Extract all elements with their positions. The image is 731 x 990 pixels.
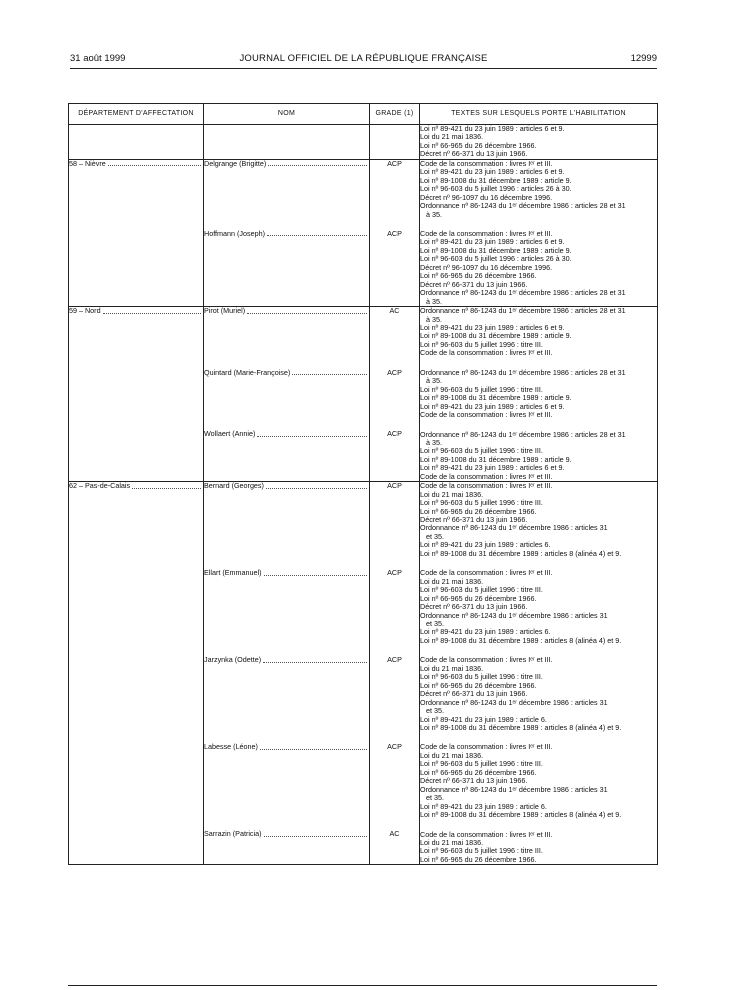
person-name: Ellart (Emmanuel) bbox=[204, 569, 262, 578]
text-reference: Loi nº 66-965 du 26 décembre 1966. bbox=[420, 141, 537, 150]
text-reference: Loi nº 89-1008 du 31 décembre 1989 : article 9. bbox=[420, 176, 572, 185]
person-grade-block: ACP bbox=[387, 429, 402, 439]
person-name-block bbox=[204, 569, 369, 645]
table-header-row bbox=[69, 104, 658, 125]
text-reference: Ordonnance nº 86-1243 du 1ᵉʳ décembre 1986 : articles 31 bbox=[420, 611, 608, 620]
row-spacer bbox=[204, 358, 369, 369]
text-reference: Ordonnance nº 86-1243 du 1ᵉʳ décembre 1986 : articles 28 et 31 bbox=[420, 368, 626, 377]
person-name-leader bbox=[204, 307, 369, 315]
text-reference: Loi nº 89-1008 du 31 décembre 1989 : article 9. bbox=[420, 246, 572, 255]
person-name-block bbox=[204, 430, 369, 481]
texts-cell bbox=[420, 482, 658, 865]
department-cell bbox=[69, 482, 204, 865]
text-reference: Loi nº 89-421 du 23 juin 1989 : articles 6 et 9. bbox=[420, 238, 565, 247]
text-reference: à 35. bbox=[426, 210, 442, 219]
dotted-leader bbox=[247, 307, 367, 313]
text-reference: Loi nº 96-603 du 5 juillet 1996 : titre III. bbox=[420, 760, 543, 769]
texts-cell bbox=[420, 159, 658, 306]
dotted-leader bbox=[257, 430, 367, 436]
person-name: Quintard (Marie-Françoise) bbox=[204, 368, 291, 377]
person-name-block bbox=[204, 307, 369, 358]
table-row bbox=[69, 307, 658, 482]
department-name-leader bbox=[69, 482, 203, 490]
text-reference: Loi nº 89-1008 du 31 décembre 1989 : articles 8 (alinéa 4) et 9. bbox=[420, 724, 622, 732]
page-number: 12999 bbox=[630, 53, 657, 64]
person-name-block bbox=[204, 830, 369, 864]
person-name: Labesse (Léone) bbox=[204, 743, 258, 752]
department-name-leader bbox=[69, 307, 203, 315]
row-spacer bbox=[420, 420, 657, 431]
text-reference: Loi du 21 mai 1836. bbox=[420, 751, 484, 760]
row-spacer bbox=[204, 645, 369, 656]
person-name-leader bbox=[204, 656, 369, 664]
row-spacer bbox=[420, 820, 657, 831]
text-reference: Loi nº 89-421 du 23 juin 1989 : articles 6. bbox=[420, 628, 551, 637]
text-reference: Code de la consommation : livres Iᵉʳ et III. bbox=[420, 472, 553, 481]
person-name-leader bbox=[204, 743, 369, 751]
text-reference: Loi nº 89-421 du 23 juin 1989 : article 6. bbox=[420, 715, 547, 724]
grade-cell bbox=[370, 125, 420, 160]
person-grade-block: ACP bbox=[387, 742, 402, 752]
row-spacer bbox=[204, 419, 369, 430]
column-header-department: DÉPARTEMENT D'AFFECTATION bbox=[69, 104, 204, 125]
person-name: Sarrazin (Patricia) bbox=[204, 830, 262, 839]
text-reference: Code de la consommation : livres Iᵉʳ et III. bbox=[420, 656, 553, 665]
person-name: Pirot (Muriel) bbox=[204, 307, 246, 316]
person-texts-block bbox=[420, 569, 657, 645]
person-name-leader bbox=[204, 369, 369, 377]
row-spacer bbox=[420, 558, 657, 569]
text-reference: Loi nº 89-1008 du 31 décembre 1989 : article 9. bbox=[420, 455, 572, 464]
department-cell bbox=[69, 125, 204, 160]
grade-cell bbox=[370, 482, 420, 865]
text-reference: Décret nº 66-371 du 13 juin 1966. bbox=[420, 603, 528, 612]
text-reference: et 35. bbox=[426, 532, 444, 541]
name-cell bbox=[204, 159, 370, 306]
person-grade-block: ACP bbox=[387, 158, 402, 168]
text-reference: Décret nº 96-1097 du 16 décembre 1996. bbox=[420, 263, 553, 272]
person-name-leader bbox=[204, 230, 369, 238]
text-reference: à 35. bbox=[426, 438, 442, 447]
text-reference: Décret nº 66-371 du 13 juin 1966. bbox=[420, 280, 528, 289]
text-reference: et 35. bbox=[426, 620, 444, 629]
row-spacer bbox=[204, 558, 369, 569]
text-reference: Loi nº 66-965 du 26 décembre 1966. bbox=[420, 681, 537, 690]
department-cell bbox=[69, 307, 204, 482]
text-reference: Loi nº 96-603 du 5 juillet 1996 : articles 26 à 30. bbox=[420, 185, 572, 194]
text-reference: Loi du 21 mai 1836. bbox=[420, 838, 484, 847]
text-reference: Loi nº 96-603 du 5 juillet 1996 : titre III. bbox=[420, 673, 543, 682]
person-texts-block bbox=[420, 743, 657, 819]
grade-cell bbox=[370, 307, 420, 482]
dotted-leader bbox=[267, 230, 367, 236]
text-reference: Code de la consommation : livres Iᵉʳ et III. bbox=[420, 482, 553, 491]
text-reference: Loi nº 89-1008 du 31 décembre 1989 : articles 8 (alinéa 4) et 9. bbox=[420, 549, 622, 558]
dotted-leader bbox=[264, 830, 367, 836]
text-reference: Ordonnance nº 86-1243 du 1ᵉʳ décembre 1986 : articles 28 et 31 bbox=[420, 307, 626, 316]
person-grade-block: AC bbox=[389, 829, 400, 839]
text-reference: Loi nº 96-603 du 5 juillet 1996 : titre III. bbox=[420, 499, 543, 508]
text-reference: Ordonnance nº 86-1243 du 1ᵉʳ décembre 1986 : articles 31 bbox=[420, 785, 608, 794]
person-texts-block bbox=[420, 369, 657, 420]
text-reference: Loi nº 89-1008 du 31 décembre 1989 : articles 8 (alinéa 4) et 9. bbox=[420, 811, 622, 820]
text-reference: Loi du 21 mai 1836. bbox=[420, 133, 484, 142]
column-header-name: NOM bbox=[204, 104, 370, 125]
text-reference: Code de la consommation : livres Iᵉʳ et III. bbox=[420, 229, 553, 238]
dotted-leader bbox=[260, 743, 367, 749]
text-reference: Loi nº 89-421 du 23 juin 1989 : articles 6 et 9. bbox=[420, 323, 565, 332]
column-header-grade: GRADE (1) bbox=[370, 104, 420, 125]
text-reference: Loi nº 96-603 du 5 juillet 1996 : titre III. bbox=[420, 586, 543, 595]
dotted-leader bbox=[266, 482, 367, 488]
text-reference: à 35. bbox=[426, 297, 442, 306]
text-reference: Loi nº 96-603 du 5 juillet 1996 : titre III. bbox=[420, 340, 543, 349]
table-row bbox=[69, 482, 658, 865]
header-rule bbox=[70, 68, 657, 69]
person-name-block bbox=[204, 230, 369, 306]
person-name-leader bbox=[204, 430, 369, 438]
publication-date: 31 août 1999 bbox=[70, 53, 126, 64]
texts-cell bbox=[420, 307, 658, 482]
text-reference: Décret nº 66-371 du 13 juin 1966. bbox=[420, 150, 528, 159]
person-name-block bbox=[204, 656, 369, 732]
person-texts-block bbox=[420, 431, 657, 482]
text-reference: Loi nº 96-603 du 5 juillet 1996 : titre III. bbox=[420, 385, 543, 394]
department-name: 59 – Nord bbox=[69, 307, 101, 316]
person-name-block bbox=[204, 743, 369, 819]
person-name: Delgrange (Brigitte) bbox=[204, 159, 267, 168]
person-name-leader bbox=[204, 830, 369, 838]
dotted-leader bbox=[264, 569, 367, 575]
text-reference: Loi nº 96-603 du 5 juillet 1996 : titre III. bbox=[420, 447, 543, 456]
person-texts-block bbox=[420, 482, 657, 558]
person-texts-block bbox=[420, 160, 657, 219]
person-name-block bbox=[204, 369, 369, 420]
name-cell bbox=[204, 482, 370, 865]
habilitation-table bbox=[68, 103, 658, 865]
person-name: Jarzynka (Odette) bbox=[204, 656, 262, 665]
text-reference: Loi nº 89-421 du 23 juin 1989 : articles 6. bbox=[420, 541, 551, 550]
table-row bbox=[69, 125, 658, 160]
text-reference: Décret nº 66-371 du 13 juin 1966. bbox=[420, 516, 528, 525]
text-reference: Décret nº 66-371 du 13 juin 1966. bbox=[420, 777, 528, 786]
text-reference: Loi nº 66-965 du 26 décembre 1966. bbox=[420, 507, 537, 516]
text-reference: Décret nº 96-1097 du 16 décembre 1996. bbox=[420, 193, 553, 202]
text-reference: Ordonnance nº 86-1243 du 1ᵉʳ décembre 1986 : articles 28 et 31 bbox=[420, 202, 626, 211]
text-reference: Loi du 21 mai 1836. bbox=[420, 490, 484, 499]
row-spacer bbox=[420, 358, 657, 369]
dotted-leader bbox=[292, 369, 367, 375]
person-texts-block bbox=[420, 307, 657, 358]
dotted-leader bbox=[103, 307, 201, 313]
person-texts-block bbox=[420, 656, 657, 732]
department-cell bbox=[69, 159, 204, 306]
grade-cell bbox=[370, 159, 420, 306]
person-name-leader bbox=[204, 482, 369, 490]
text-reference: Loi nº 89-1008 du 31 décembre 1989 : articles 8 (alinéa 4) et 9. bbox=[420, 636, 622, 645]
name-cell bbox=[204, 125, 370, 160]
row-spacer bbox=[420, 645, 657, 656]
texts-cell bbox=[420, 125, 658, 160]
person-name: Bernard (Georges) bbox=[204, 482, 264, 491]
text-reference: Loi du 21 mai 1836. bbox=[420, 664, 484, 673]
text-reference: Loi nº 96-603 du 5 juillet 1996 : articles 26 à 30. bbox=[420, 255, 572, 264]
text-reference: Code de la consommation : livres Iᵉʳ et III. bbox=[420, 743, 553, 752]
text-reference: à 35. bbox=[426, 377, 442, 386]
dotted-leader bbox=[108, 160, 201, 166]
text-reference: Décret nº 66-371 du 13 juin 1966. bbox=[420, 690, 528, 699]
table-row bbox=[69, 159, 658, 306]
text-reference: à 35. bbox=[426, 315, 442, 324]
text-reference: Loi nº 66-965 du 26 décembre 1966. bbox=[420, 272, 537, 281]
row-spacer bbox=[204, 219, 369, 230]
table-body bbox=[69, 125, 658, 865]
row-spacer bbox=[420, 219, 657, 230]
person-grade-block: ACP bbox=[387, 367, 402, 377]
text-reference: Loi nº 89-421 du 23 juin 1989 : articles 6 et 9. bbox=[420, 168, 565, 177]
text-reference: Code de la consommation : livres Iᵉʳ et III. bbox=[420, 830, 553, 839]
text-reference: Code de la consommation : livres Iᵉʳ et III. bbox=[420, 349, 553, 358]
person-grade-block: ACP bbox=[387, 481, 402, 491]
text-reference: Loi nº 89-421 du 23 juin 1989 : articles 6 et 9. bbox=[420, 464, 565, 473]
dotted-leader bbox=[268, 160, 367, 166]
row-spacer bbox=[204, 732, 369, 743]
person-name-leader bbox=[204, 160, 369, 168]
text-reference: Code de la consommation : livres Iᵉʳ et III. bbox=[420, 159, 553, 168]
person-grade-block: ACP bbox=[387, 568, 402, 578]
text-reference: Code de la consommation : livres Iᵉʳ et III. bbox=[420, 569, 553, 578]
person-grade-block: AC bbox=[389, 306, 400, 316]
name-cell bbox=[204, 307, 370, 482]
person-texts-block bbox=[420, 230, 657, 306]
person-grade-block: ACP bbox=[387, 655, 402, 665]
person-name-leader bbox=[204, 569, 369, 577]
person-texts-block bbox=[420, 831, 657, 865]
department-name-leader bbox=[69, 160, 203, 168]
text-reference: et 35. bbox=[426, 794, 444, 803]
text-reference: Ordonnance nº 86-1243 du 1ᵉʳ décembre 1986 : articles 28 et 31 bbox=[420, 289, 626, 298]
row-spacer bbox=[204, 819, 369, 830]
person-name: Hoffmann (Joseph) bbox=[204, 229, 265, 238]
page-header bbox=[70, 53, 657, 67]
dotted-leader bbox=[132, 482, 201, 488]
text-reference: Loi nº 89-421 du 23 juin 1989 : articles 6 et 9. bbox=[420, 125, 565, 133]
text-reference: Loi nº 89-421 du 23 juin 1989 : articles 6 et 9. bbox=[420, 402, 565, 411]
text-reference: Ordonnance nº 86-1243 du 1ᵉʳ décembre 1986 : articles 31 bbox=[420, 698, 608, 707]
text-reference: Loi nº 66-965 du 26 décembre 1966. bbox=[420, 855, 537, 864]
text-reference: Loi nº 89-1008 du 31 décembre 1989 : article 9. bbox=[420, 394, 572, 403]
text-reference: et 35. bbox=[426, 707, 444, 716]
column-header-texts: TEXTES SUR LESQUELS PORTE L'HABILITATION bbox=[420, 104, 658, 125]
text-reference: Code de la consommation : livres Iᵉʳ et III. bbox=[420, 411, 553, 420]
text-reference: Loi du 21 mai 1836. bbox=[420, 577, 484, 586]
department-name: 58 – Nièvre bbox=[69, 159, 106, 168]
person-name-block bbox=[204, 160, 369, 219]
text-reference: Loi nº 66-965 du 26 décembre 1966. bbox=[420, 768, 537, 777]
text-reference: Ordonnance nº 86-1243 du 1ᵉʳ décembre 1986 : articles 31 bbox=[420, 524, 608, 533]
text-reference: Loi nº 96-603 du 5 juillet 1996 : titre III. bbox=[420, 847, 543, 856]
text-reference: Loi nº 66-965 du 26 décembre 1966. bbox=[420, 594, 537, 603]
text-reference: Ordonnance nº 86-1243 du 1ᵉʳ décembre 1986 : articles 28 et 31 bbox=[420, 430, 626, 439]
text-reference: Loi nº 89-1008 du 31 décembre 1989 : article 9. bbox=[420, 332, 572, 341]
journal-title: JOURNAL OFFICIEL DE LA RÉPUBLIQUE FRANÇAISE bbox=[239, 53, 488, 64]
dotted-leader bbox=[263, 656, 367, 662]
table-bottom-rule bbox=[68, 985, 657, 986]
department-name: 62 – Pas-de-Calais bbox=[69, 482, 131, 491]
person-name-block bbox=[204, 482, 369, 558]
text-reference: Loi nº 89-421 du 23 juin 1989 : article 6. bbox=[420, 802, 547, 811]
person-grade-block: ACP bbox=[387, 228, 402, 238]
person-name: Wollaert (Annie) bbox=[204, 430, 256, 439]
row-spacer bbox=[420, 732, 657, 743]
